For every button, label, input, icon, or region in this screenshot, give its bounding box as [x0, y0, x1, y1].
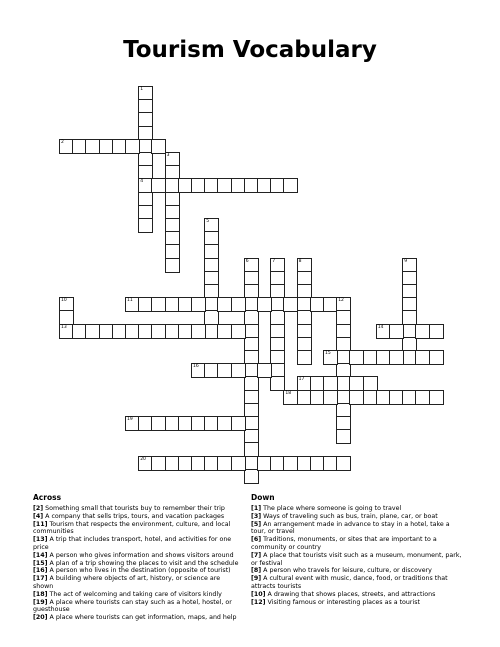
down-clue-text: Traditions, monuments, or sites that are important to a community or country [251, 536, 437, 551]
across-clue-number: [11] [33, 520, 48, 528]
cell-number: 17 [298, 377, 305, 383]
down-clue-number: [1] [251, 505, 262, 512]
grid-cell[interactable] [191, 297, 206, 312]
down-clue-number: [5] [251, 520, 262, 528]
down-clue-text: A cultural event with music, dance, food, or traditions that attracts tourists [251, 575, 448, 590]
cell-number: 1 [140, 87, 144, 92]
down-clue [251, 599, 466, 607]
cell-number: 18 [285, 390, 292, 396]
grid-cell[interactable] [429, 324, 444, 339]
across-clue-text: Tourism that respects the environment, culture, and local communities [33, 520, 231, 536]
across-clue [33, 552, 241, 560]
across-clue-number: [20] [33, 614, 48, 622]
across-clue [33, 591, 241, 599]
cell-number: 10 [61, 298, 67, 304]
cell-number: 16 [193, 364, 199, 370]
cell-number: 13 [61, 324, 67, 330]
grid-cell[interactable] [165, 258, 180, 273]
down-clue [251, 521, 466, 537]
down-clue-text: The place where someone is going to travel [261, 505, 402, 512]
cell-number: 2 [61, 139, 64, 145]
across-clue-text: A person who gives information and shows visitors around [47, 551, 234, 559]
across-clue-list [33, 505, 241, 622]
cell-number: 14 [377, 324, 384, 330]
grid-cell[interactable] [336, 429, 351, 444]
across-clue-text: A place where tourists can stay such as a hotel, hostel, or guesthouse [33, 598, 232, 614]
down-clue-number: [12] [251, 598, 266, 606]
down-clue-number: [10] [251, 590, 266, 598]
down-clue [251, 591, 466, 599]
grid-cell[interactable] [125, 139, 140, 154]
grid-cell[interactable] [323, 390, 338, 405]
down-clues [251, 493, 466, 606]
cell-number: 19 [127, 417, 133, 422]
grid-cell[interactable] [297, 350, 312, 365]
down-clue-text: Ways of traveling such as bus, train, plane, car, or boat [261, 512, 438, 520]
down-clue-text: A drawing that shows places, streets, and attractions [265, 590, 436, 598]
down-clue [251, 513, 466, 521]
across-clue-number: [17] [33, 575, 48, 583]
down-clue-text: An arrangement made in advance to stay in a hotel, take a tour, or travel [251, 520, 450, 536]
across-clue-number: [4] [33, 512, 44, 520]
grid-cell[interactable] [231, 297, 246, 312]
across-clue-text: A plan of a trip showing the places to visit and the schedule [47, 559, 239, 567]
down-heading: Down [251, 493, 275, 502]
grid-cell[interactable] [151, 178, 166, 193]
cell-number: 7 [272, 258, 276, 264]
across-clue [33, 614, 241, 622]
across-clue-number: [15] [33, 559, 48, 567]
grid-cell[interactable] [429, 390, 444, 405]
grid-cell[interactable] [389, 350, 404, 365]
across-clue [33, 599, 241, 615]
across-clues [33, 493, 241, 622]
down-clue [251, 505, 466, 513]
down-clue-number: [6] [251, 536, 262, 544]
grid-cell[interactable] [257, 363, 272, 378]
down-clue-list [251, 505, 466, 606]
grid-cell[interactable] [231, 324, 246, 339]
grid-cell[interactable] [231, 456, 246, 471]
down-clue-number: [8] [251, 567, 262, 575]
down-clue-number: [7] [251, 551, 262, 559]
across-clue [33, 513, 241, 521]
down-clue [251, 567, 466, 575]
across-clue-text: A company that sells trips, tours, and vacation packages [43, 512, 225, 520]
cell-number: 15 [325, 351, 331, 356]
down-clue-text: Visiting famous or interesting places as a tourist [265, 598, 420, 606]
across-clue-number: [19] [33, 598, 48, 606]
across-clue [33, 575, 241, 591]
grid-cell[interactable] [389, 324, 404, 339]
across-clue [33, 560, 241, 568]
across-clue-text: A place where tourists can get information, maps, and help [47, 614, 237, 622]
down-clue [251, 552, 466, 568]
across-clue-number: [13] [33, 536, 48, 544]
cell-number: 11 [127, 298, 133, 304]
cell-number: 4 [140, 179, 144, 185]
across-clue-number: [14] [33, 551, 48, 559]
across-clue [33, 567, 241, 575]
down-clue-text: A person who travels for leisure, culture, or discovery [261, 567, 432, 575]
across-clue-number: [18] [33, 590, 48, 598]
grid-cell[interactable] [323, 350, 338, 365]
across-clue-text: The act of welcoming and taking care of visitors kindly [47, 590, 222, 598]
across-clue [33, 536, 241, 552]
cell-number: 8 [298, 258, 302, 264]
grid-cell[interactable] [231, 416, 246, 431]
grid-cell[interactable] [283, 297, 298, 312]
cell-number: 12 [338, 298, 344, 304]
across-clue [33, 505, 241, 513]
across-clue-number: [16] [33, 567, 48, 575]
across-clue-text: A trip that includes transport, hotel, and activities for one price [33, 536, 232, 551]
cell-number: 6 [245, 258, 249, 264]
cell-number: 5 [206, 219, 210, 224]
down-clue-number: [9] [251, 575, 262, 583]
down-clue-text: A place that tourists visit such as a museum, monument, park, or festival [251, 551, 462, 567]
across-clue-number: [2] [33, 505, 44, 512]
across-clue-text: Something small that tourists buy to remember their trip [43, 505, 225, 512]
down-clue [251, 575, 466, 591]
down-clue [251, 536, 466, 552]
grid-cell[interactable] [429, 350, 444, 365]
cell-number: 3 [166, 153, 170, 158]
grid-cell[interactable] [336, 456, 351, 471]
across-clue-text: A building where objects of art, history, or science are shown [33, 575, 221, 590]
grid-cell[interactable] [283, 178, 298, 193]
cell-number: 20 [140, 456, 146, 462]
grid-cell[interactable] [257, 297, 272, 312]
grid-cell[interactable] [138, 218, 153, 233]
grid-cell[interactable] [191, 324, 206, 339]
cell-number: 9 [404, 258, 408, 264]
page-title: Tourism Vocabulary [123, 37, 377, 63]
across-clue-text: A person who lives in the destination (opposite of tourist) [47, 567, 231, 575]
across-heading: Across [33, 493, 62, 502]
across-clue [33, 521, 241, 537]
grid-cell[interactable] [231, 363, 246, 378]
down-clue-number: [3] [251, 512, 262, 520]
grid-cell[interactable] [244, 469, 259, 484]
